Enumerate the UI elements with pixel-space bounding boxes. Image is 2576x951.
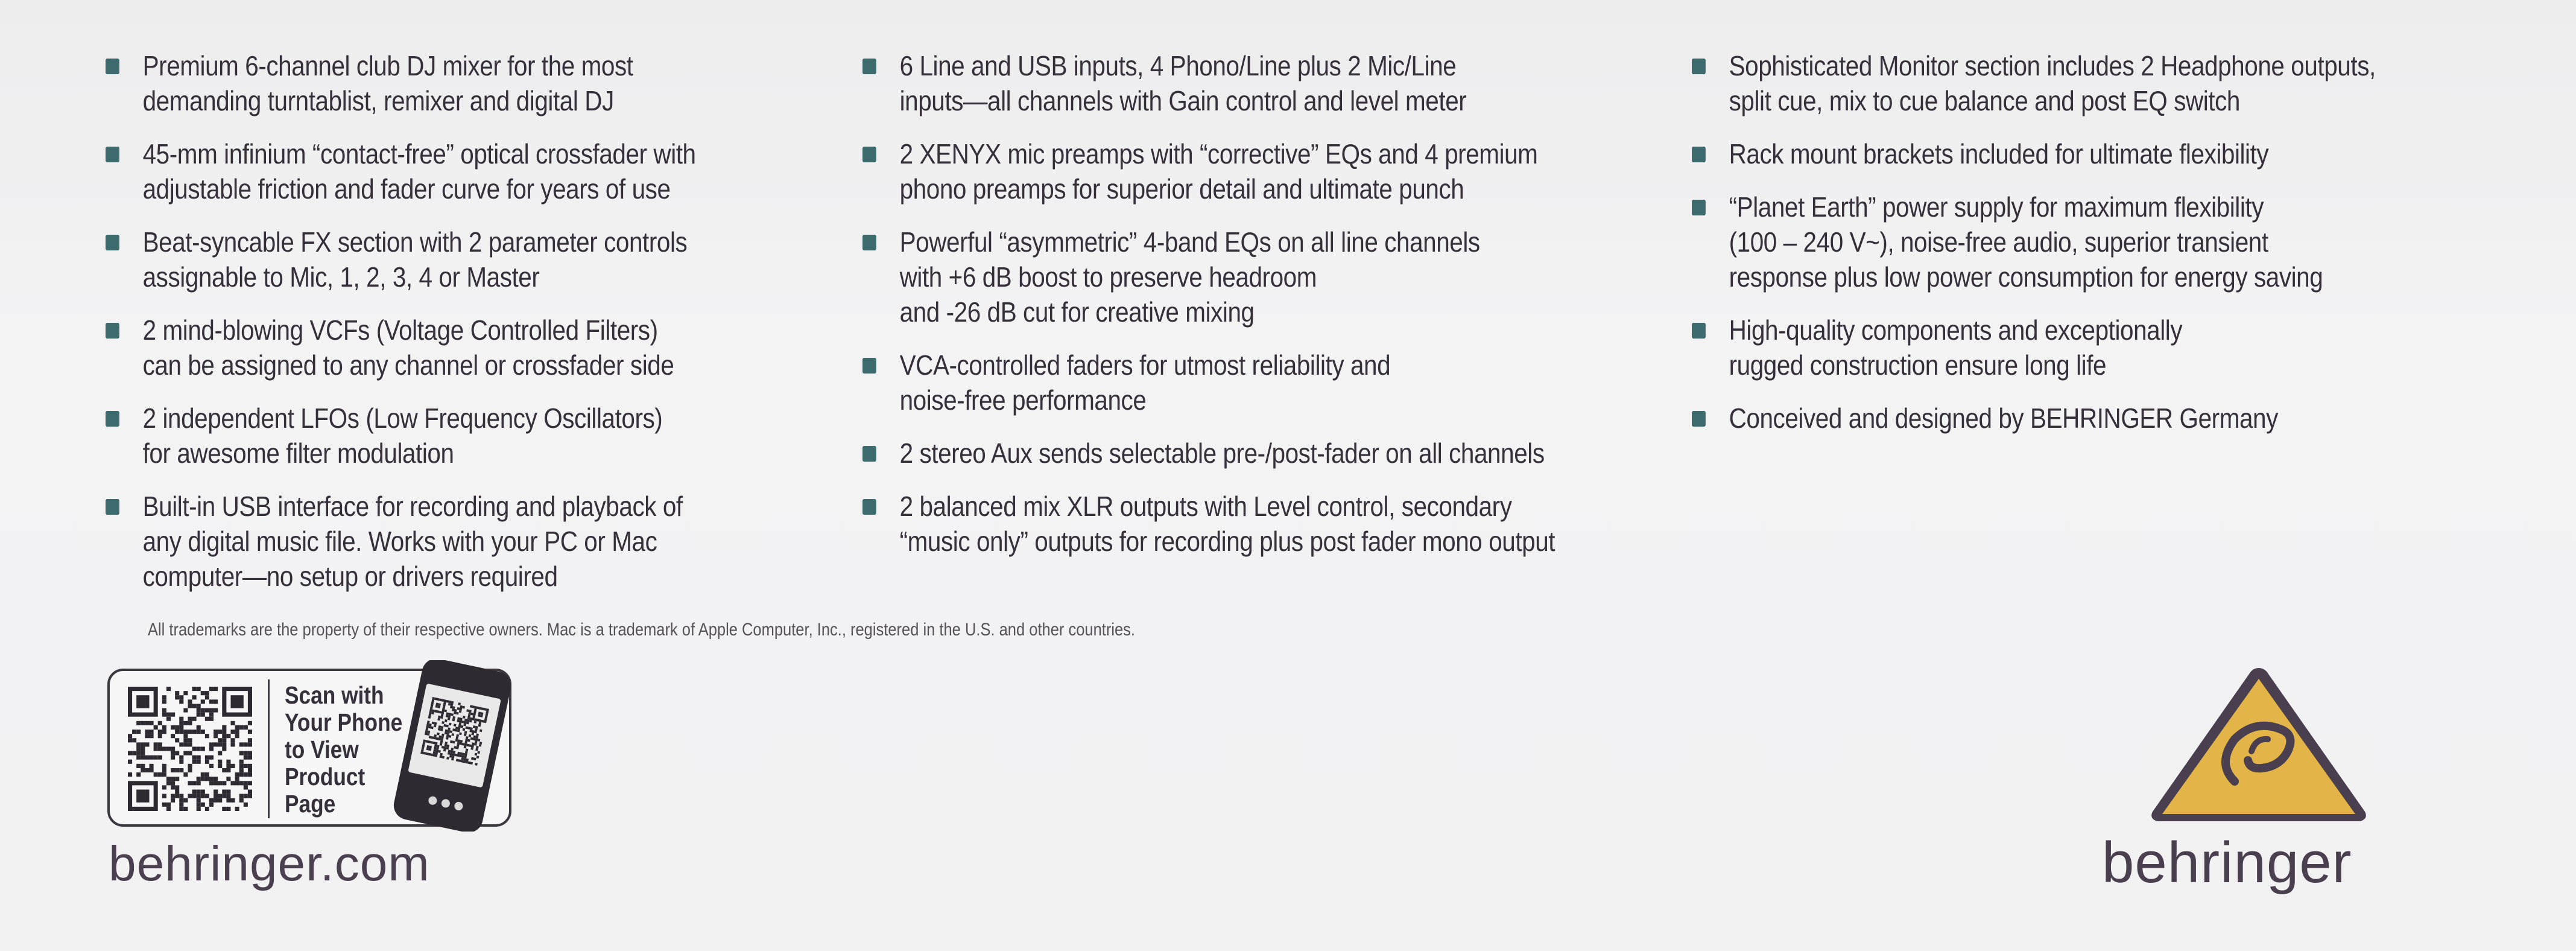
feature-item xyxy=(862,489,1643,559)
feature-column-1 xyxy=(106,48,859,612)
feature-column-3 xyxy=(1692,48,2524,454)
feature-text: 2 mind-blowing VCFs (Voltage Controlled Filters) can be assigned to any channel or crossfader side xyxy=(142,314,674,381)
bullet-icon xyxy=(106,235,119,250)
feature-column-2 xyxy=(862,48,1677,577)
feature-item xyxy=(106,401,833,471)
bullet-icon xyxy=(106,499,119,515)
feature-text: Premium 6-channel club DJ mixer for the most demanding turntablist, remixer and digital DJ xyxy=(142,50,633,116)
qr-code-icon xyxy=(128,687,252,811)
bullet-icon xyxy=(862,147,876,162)
feature-text: 2 balanced mix XLR outputs with Level control, secondary “music only” outputs for recording plus post fader mono output xyxy=(899,491,1555,557)
feature-text: 2 XENYX mic preamps with “corrective” EQs and 4 premium phono preamps for superior detail and ultimate punch xyxy=(899,138,1538,205)
feature-item xyxy=(106,313,833,383)
feature-text: 6 Line and USB inputs, 4 Phono/Line plus 2 Mic/Line inputs—all channels with Gain control and level meter xyxy=(899,50,1467,116)
website-url[interactable]: behringer.com xyxy=(109,836,430,891)
smartphone-icon xyxy=(384,660,523,832)
feature-item xyxy=(1692,189,2525,294)
feature-item xyxy=(1692,313,2525,383)
feature-item xyxy=(106,224,833,294)
feature-item xyxy=(862,348,1643,418)
feature-text: Rack mount brackets included for ultimate flexibility xyxy=(1729,138,2269,170)
bullet-icon xyxy=(106,411,119,427)
scan-line: Product xyxy=(285,763,366,790)
feature-item xyxy=(1692,401,2525,436)
feature-item xyxy=(862,224,1643,329)
feature-item xyxy=(106,48,833,118)
behringer-logo-icon xyxy=(2144,661,2373,830)
scan-line: Your Phone xyxy=(285,708,403,736)
bullet-icon xyxy=(1692,411,1706,427)
bullet-icon xyxy=(862,59,876,74)
feature-text: Conceived and designed by BEHRINGER Germany xyxy=(1729,402,2278,434)
bullet-icon xyxy=(862,499,876,515)
feature-text: 2 stereo Aux sends selectable pre-/post-fader on all channels xyxy=(899,437,1545,469)
feature-item xyxy=(106,136,833,206)
feature-item xyxy=(1692,48,2525,118)
qr-callout xyxy=(107,669,511,827)
feature-item xyxy=(106,489,833,594)
feature-text: Beat-syncable FX section with 2 parameter controls assignable to Mic, 1, 2, 3, 4 or Master xyxy=(142,226,688,293)
bullet-icon xyxy=(106,59,119,74)
bullet-icon xyxy=(862,358,876,374)
feature-text: Powerful “asymmetric” 4-band EQs on all line channels with +6 dB boost to preserve headroom and -26 dB cut for creative mixing xyxy=(899,226,1480,328)
feature-item xyxy=(862,136,1643,206)
feature-item xyxy=(1692,136,2525,171)
bullet-icon xyxy=(862,446,876,462)
bullet-icon xyxy=(106,147,119,162)
feature-text: 45-mm infinium “contact-free” optical crossfader with adjustable friction and fader curve for years of use xyxy=(142,138,696,205)
bullet-icon xyxy=(1692,59,1706,74)
feature-text: 2 independent LFOs (Low Frequency Oscillators) for awesome filter modulation xyxy=(142,402,663,469)
bullet-icon xyxy=(1692,323,1706,339)
feature-item xyxy=(862,436,1643,471)
scan-line: Scan with xyxy=(285,681,384,709)
bullet-icon xyxy=(106,323,119,339)
brand-wordmark: behringer xyxy=(2102,830,2352,895)
bullet-icon xyxy=(1692,147,1706,162)
feature-text: VCA-controlled faders for utmost reliability and noise-free performance xyxy=(899,349,1391,416)
feature-text: Built-in USB interface for recording and playback of any digital music file. Works with your PC or Mac computer—no setup or drivers required xyxy=(142,491,683,592)
qr-divider xyxy=(268,679,270,818)
bullet-icon xyxy=(1692,200,1706,215)
scan-line: Page xyxy=(285,790,336,818)
bullet-icon xyxy=(862,235,876,250)
feature-text: Sophisticated Monitor section includes 2 Headphone outputs, split cue, mix to cue balance and post EQ switch xyxy=(1729,50,2376,116)
trademark-notice: All trademarks are the property of their respective owners. Mac is a trademark of Apple Computer, Inc., registered in the U.S. and other countries. xyxy=(148,620,1136,640)
feature-text: High-quality components and exceptionally rugged construction ensure long life xyxy=(1729,314,2183,381)
feature-item xyxy=(862,48,1643,118)
feature-text: “Planet Earth” power supply for maximum flexibility (100 – 240 V~), noise-free audio, superior transient response plus low power consumption for energy saving xyxy=(1729,191,2323,293)
scan-line: to View xyxy=(285,736,359,763)
